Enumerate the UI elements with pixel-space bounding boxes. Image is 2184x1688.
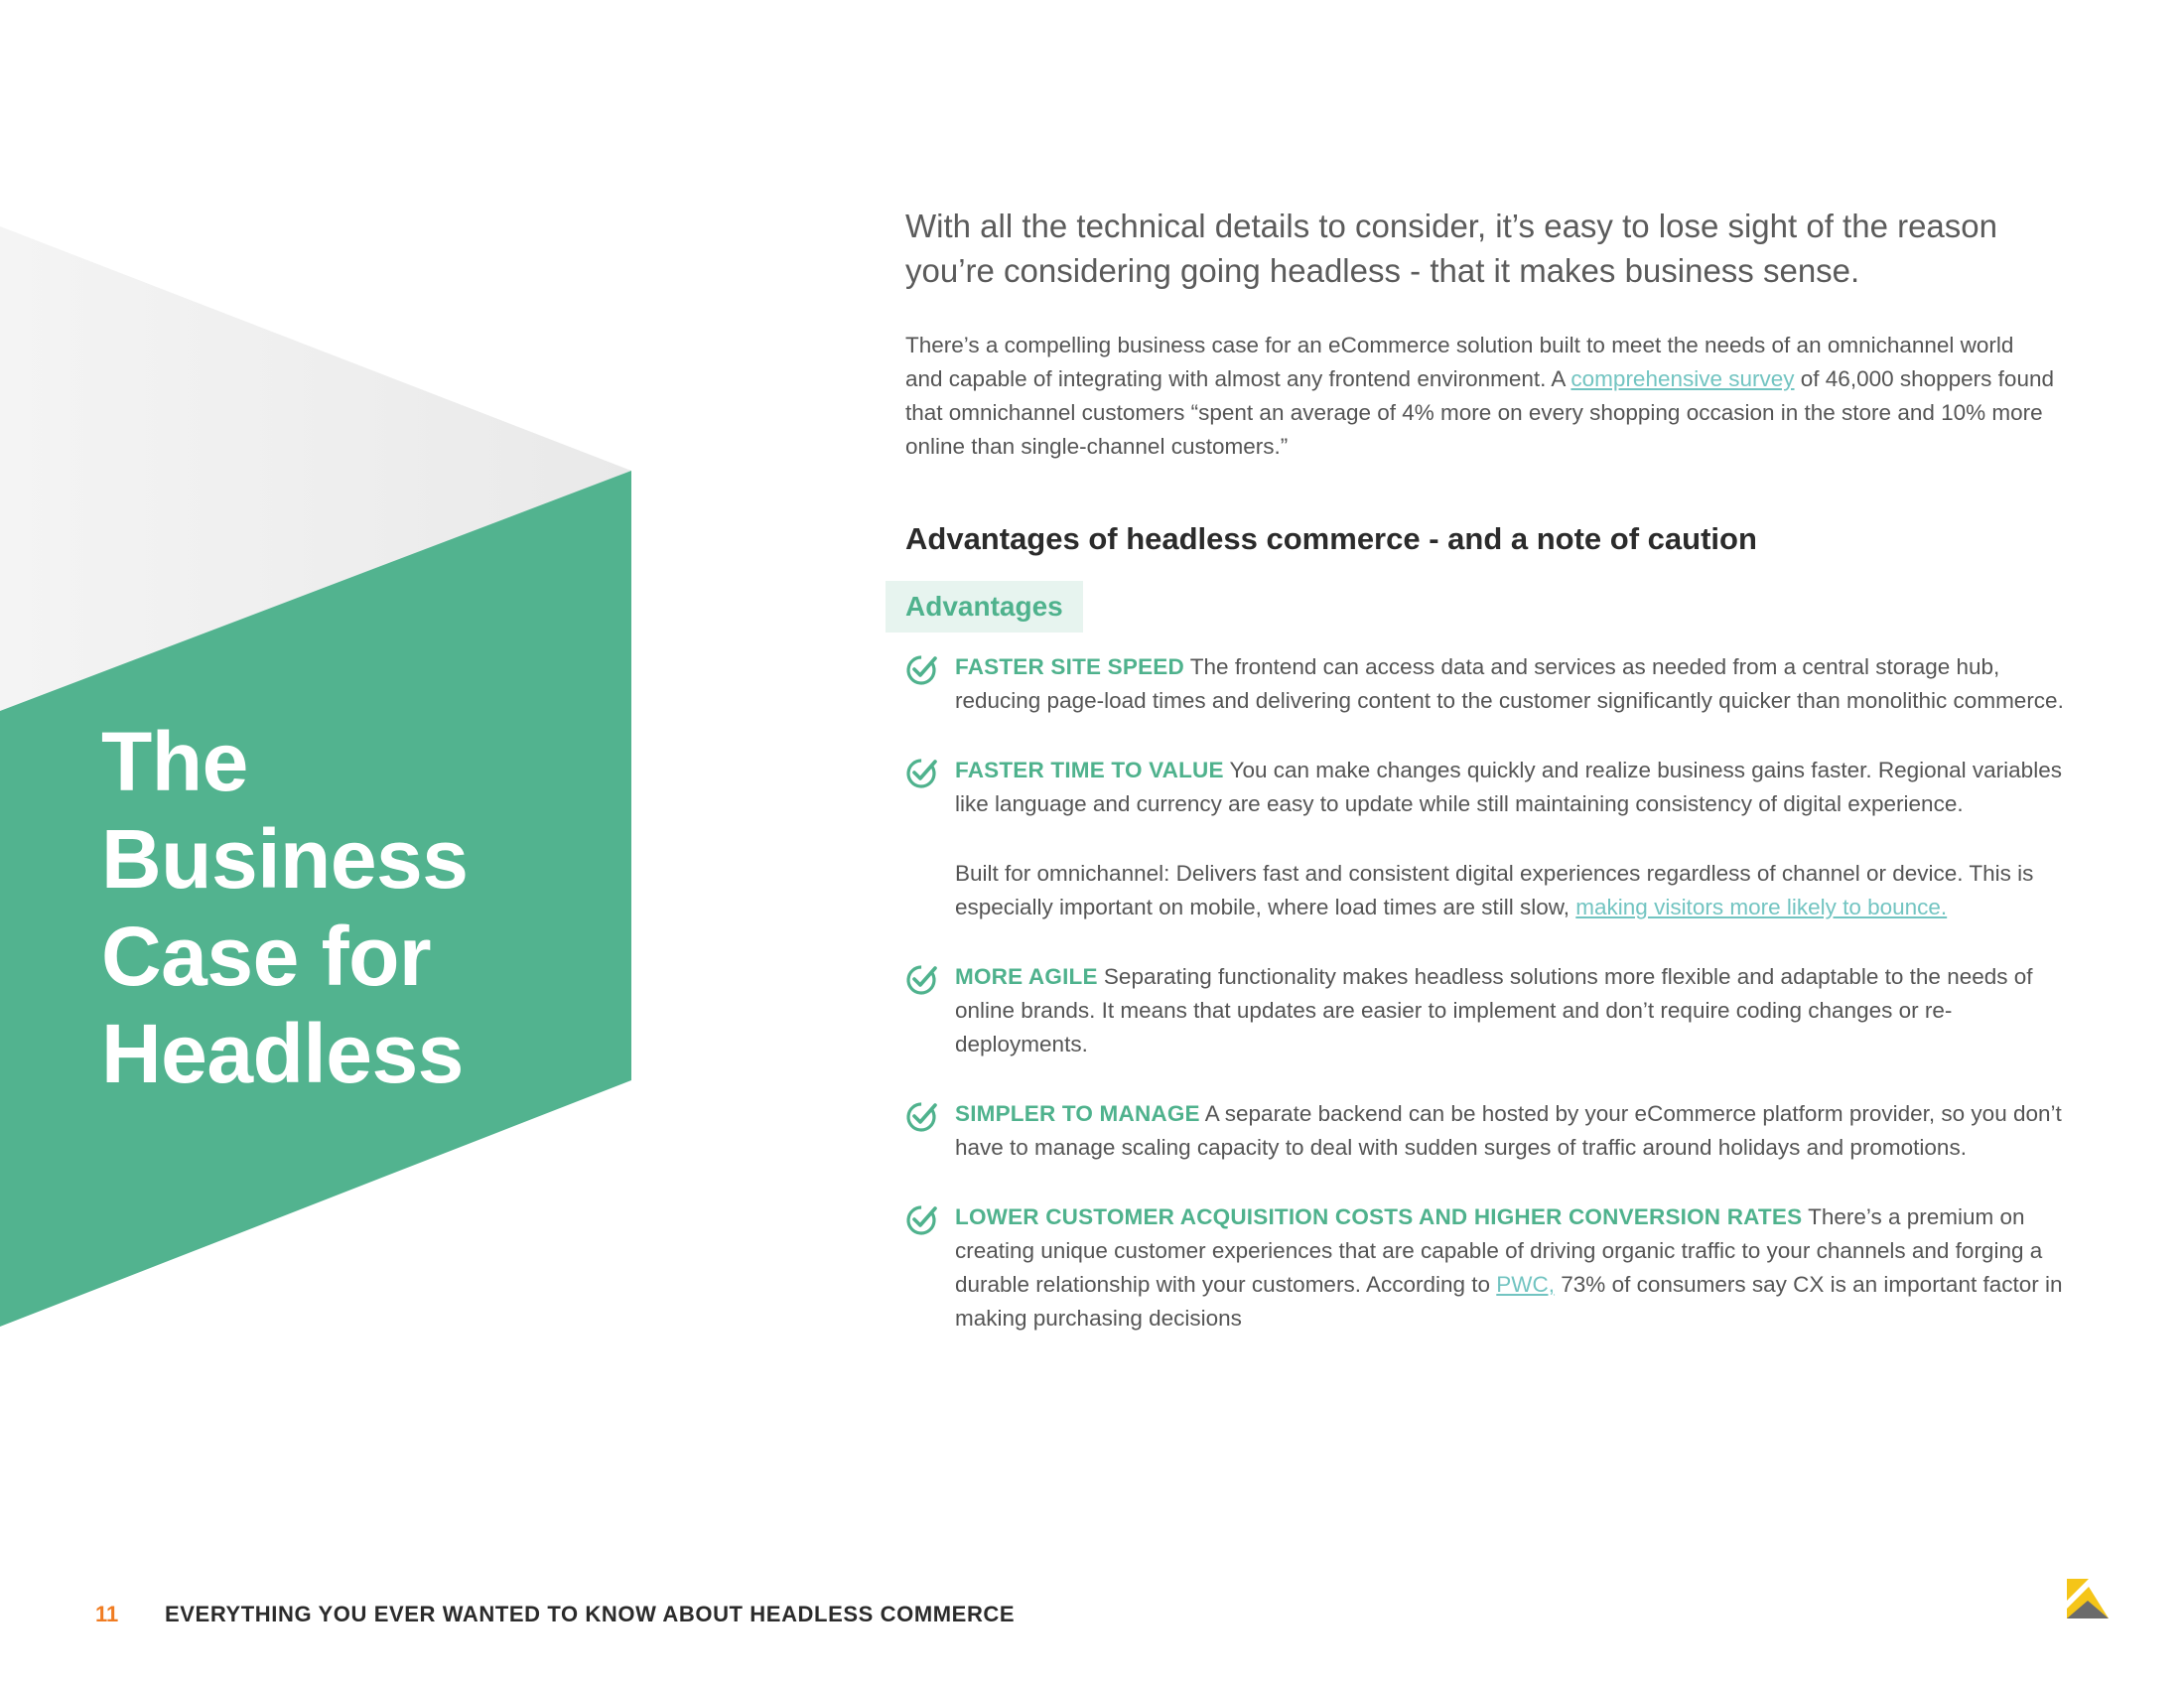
cover-title-line: Headless [101, 1007, 464, 1100]
check-circle-icon [905, 756, 939, 789]
check-circle-icon [905, 962, 939, 996]
item-body: A separate backend can be hosted by your eCommerce platform provider, so you don’t have to manage scaling capacity to deal with sudden surges of traffic around holidays and promotions. [955, 1101, 2062, 1160]
item-subtext-body: Built for omnichannel: Delivers fast and consistent digital experiences regardless of channel or device. This is especially important on mobile, where load times are still slow, [955, 861, 2034, 919]
item-text [955, 754, 2077, 821]
item-body: 73% of consumers say CX is an important factor in making purchasing decisions [955, 1272, 2063, 1331]
cover-title-line: Case for [101, 910, 432, 1003]
item-subtext [955, 857, 2077, 924]
intro-text: of 46,000 shoppers found that omnichannel customers “spent an average of 4% more on every shopping occasion in the store and 10% more online than single-channel customers.” [905, 366, 2054, 459]
cover-title [101, 713, 469, 1102]
list-item [905, 1097, 2077, 1165]
check-circle-icon [905, 1202, 939, 1236]
check-circle-icon [905, 1099, 939, 1133]
cover-title-line: Business [101, 812, 469, 906]
advantages-list [905, 650, 2077, 1336]
page-number: 11 [95, 1602, 119, 1626]
item-label: MORE AGILE [955, 964, 1098, 989]
pwc-link[interactable]: PWC, [1496, 1272, 1556, 1297]
item-body: You can make changes quickly and realize business gains faster. Regional variables like language and currency are easy to update while still maintaining consistency of digital experience. [955, 758, 2062, 816]
item-text [955, 650, 2077, 718]
footer-title: EVERYTHING YOU EVER WANTED TO KNOW ABOUT HEADLESS COMMERCE [165, 1602, 1016, 1626]
item-label: SIMPLER TO MANAGE [955, 1101, 1200, 1126]
item-text [955, 1097, 2077, 1165]
list-item [905, 754, 2077, 924]
item-label: FASTER TIME TO VALUE [955, 758, 1224, 782]
bounce-link[interactable]: making visitors more likely to bounce. [1575, 895, 1948, 919]
advantages-tag: Advantages [886, 581, 1083, 633]
list-item [905, 960, 2077, 1061]
list-item [905, 650, 2077, 718]
list-item [905, 1200, 2077, 1336]
survey-link[interactable]: comprehensive survey [1570, 366, 1795, 391]
cover-title-line: The [101, 715, 248, 808]
item-label: FASTER SITE SPEED [955, 654, 1184, 679]
item-text [955, 1200, 2077, 1336]
item-text [955, 960, 2077, 1061]
section-heading: Advantages of headless commerce - and a note of caution [905, 521, 1757, 556]
item-label: LOWER CUSTOMER ACQUISITION COSTS AND HIGHER CONVERSION RATES [955, 1204, 1803, 1229]
brand-logo-icon [2067, 1579, 2109, 1620]
intro-text: There’s a compelling business case for an eCommerce solution built to meet the needs of an omnichannel world and capable of integrating with almost any frontend environment. A [905, 333, 2014, 391]
lead-paragraph: With all the technical details to consider, it’s easy to lose sight of the reason you’re considering going headless - that it makes business sense. [905, 208, 1997, 289]
item-body: There’s a premium on creating unique customer experiences that are capable of driving organic traffic to your channels and forging a durable relationship with your customers. According to [955, 1204, 2043, 1297]
check-circle-icon [905, 652, 939, 686]
item-body: The frontend can access data and services as needed from a central storage hub, reducing page-load times and delivering content to the customer significantly quicker than monolithic commerce. [955, 654, 2064, 713]
intro-paragraph [905, 329, 2057, 464]
page-footer [95, 1601, 1015, 1628]
item-body: Separating functionality makes headless solutions more flexible and adaptable to the needs of online brands. It means that updates are easier to implement and don’t require coding changes or re-deployments. [955, 964, 2033, 1056]
main-content [905, 204, 2077, 1371]
